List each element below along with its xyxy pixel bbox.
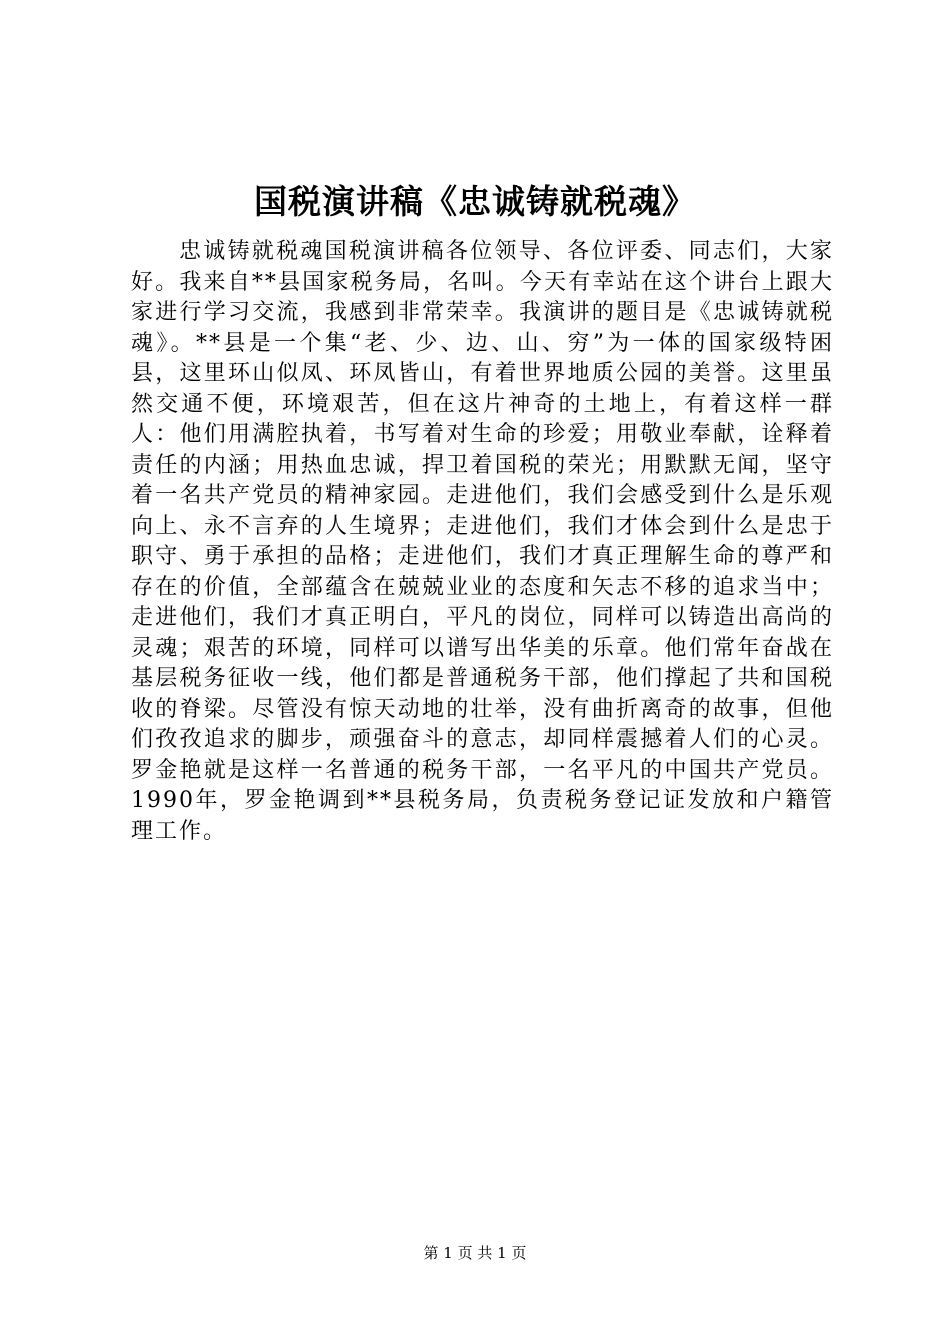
document-title: 国税演讲稿《忠诚铸就税魂》 (254, 182, 696, 221)
document-body-paragraph: 忠诚铸就税魂国税演讲稿各位领导、各位评委、同志们，大家好。我来自**县国家税务局，名叫。今天有幸站在这个讲台上跟大家进行学习交流，我感到非常荣幸。我演讲的题目是《忠诚铸就税魂》。**县是一个集“老、少、边、山、穷”为一体的国家级特困县，这里环山似凤、环凤皆山，有着世界地质公园的美誉。这里虽然交通不便，环境艰苦，但在这片神奇的土地上，有着这样一群人：他们用满腔执着，书写着对生命的珍爱；用敬业奉献，诠释着责任的内涵；用热血忠诚，捍卫着国税的荣光；用默默无闻，坚守着一名共产党员的精神家园。走进他们，我们会感受到什么是乐观向上、永不言弃的人生境界；走进他们，我们才体会到什么是忠于职守、勇于承担的品格；走进他们，我们才真正理解生命的尊严和存在的价值，全部蕴含在兢兢业业的态度和矢志不移的追求当中；走进他们，我们才真正明白，平凡的岗位，同样可以铸造出高尚的灵魂；艰苦的环境，同样可以谱写出华美的乐章。他们常年奋战在基层税务征收一线，他们都是普通税务干部，他们撑起了共和国税收的脊梁。尽管没有惊天动地的壮举，没有曲折离奇的故事，但他们孜孜追求的脚步，顽强奋斗的意志，却同样震撼着人们的心灵。罗金艳就是这样一名普通的税务干部，一名平凡的中国共产党员。1990年，罗金艳调到**县税务局，负责税务登记证发放和户籍管理工作。 (131, 239, 834, 844)
page-footer: 第 1 页 共 1 页 (423, 1244, 527, 1262)
